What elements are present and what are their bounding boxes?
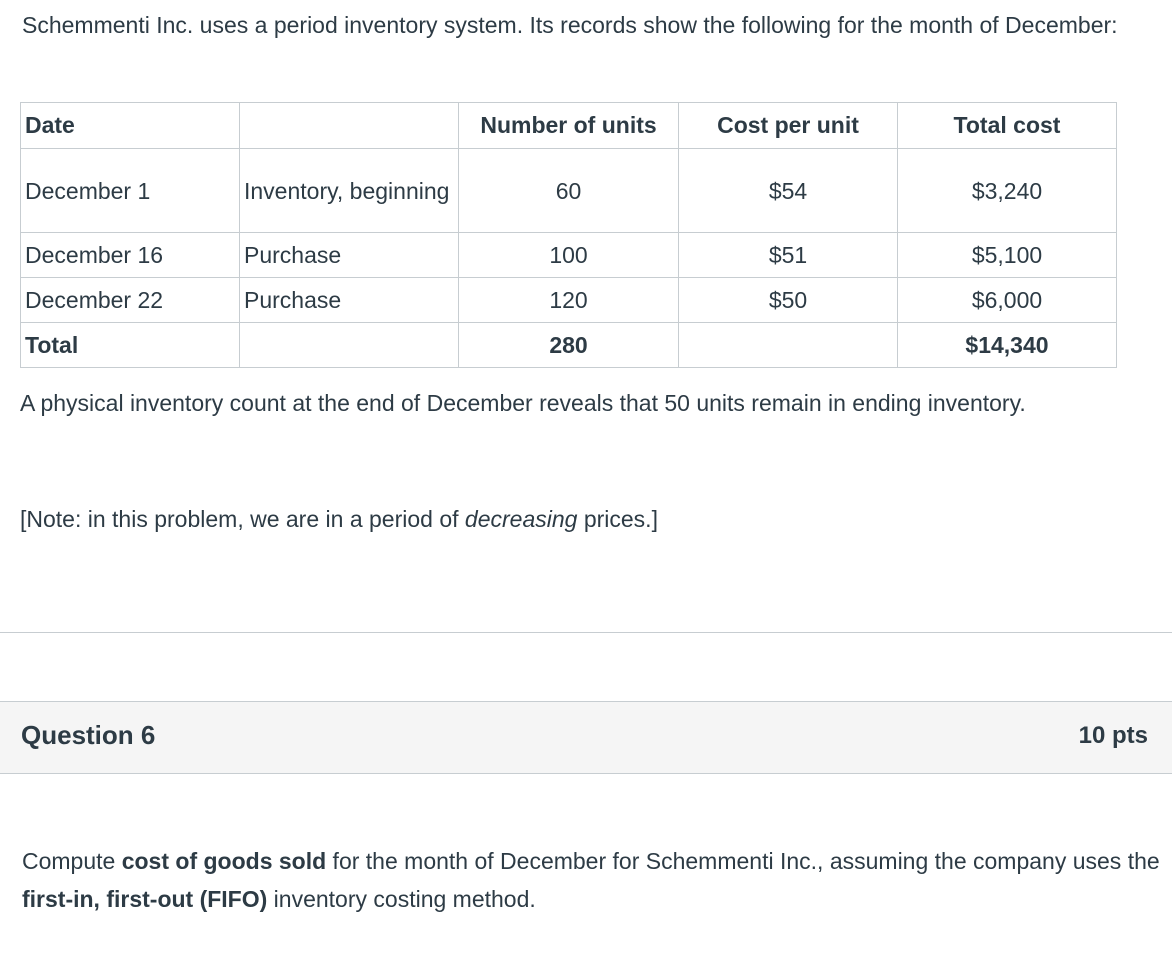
question-text [22, 842, 1162, 918]
section-divider [0, 632, 1172, 633]
table-total-row [21, 323, 1117, 368]
header-cost-per-unit: Cost per unit [679, 103, 898, 149]
cell-type: Inventory, beginning [240, 149, 459, 233]
question-title: Question 6 [21, 720, 156, 750]
header-type [240, 103, 459, 149]
note-text [20, 506, 658, 533]
table-row [21, 278, 1117, 323]
cell-date: December 22 [21, 278, 240, 323]
total-label: Total [21, 323, 240, 368]
cell-date: December 16 [21, 233, 240, 278]
question-text-part: inventory costing method. [267, 886, 536, 912]
cell-type: Purchase [240, 278, 459, 323]
header-total-cost: Total cost [898, 103, 1117, 149]
note-emphasis: decreasing [464, 506, 578, 532]
note-before: [Note: in this problem, we are in a period of [20, 506, 465, 532]
question-text-part: for the month of December for Schemmenti Inc., assuming the company uses the [326, 848, 1160, 874]
table-row [21, 233, 1117, 278]
table-row [21, 149, 1117, 233]
question-text-part: Compute [22, 848, 122, 874]
question-text-bold: first-in, first-out (FIFO) [22, 886, 268, 912]
cell-cost: $51 [679, 233, 898, 278]
inventory-table [20, 102, 1117, 368]
cell-type: Purchase [240, 233, 459, 278]
total-units: 280 [459, 323, 679, 368]
cell-units: 120 [459, 278, 679, 323]
cell-cost: $50 [679, 278, 898, 323]
cell-total: $3,240 [898, 149, 1117, 233]
cell-date: December 1 [21, 149, 240, 233]
total-cost: $14,340 [898, 323, 1117, 368]
header-date: Date [21, 103, 240, 149]
note-after: prices.] [577, 506, 658, 532]
cell-cost: $54 [679, 149, 898, 233]
question-header [0, 701, 1172, 774]
intro-text: Schemmenti Inc. uses a period inventory system. Its records show the following for the month of December: [22, 12, 1118, 38]
cell-units: 100 [459, 233, 679, 278]
ending-inventory-text: A physical inventory count at the end of December reveals that 50 units remain in ending inventory. [20, 390, 1026, 416]
question-text-bold: cost of goods sold [121, 848, 327, 874]
table-header-row [21, 103, 1117, 149]
cell-total: $5,100 [898, 233, 1117, 278]
total-empty-type [240, 323, 459, 368]
total-empty-cost [679, 323, 898, 368]
cell-total: $6,000 [898, 278, 1117, 323]
header-units: Number of units [459, 103, 679, 149]
question-points: 10 pts [1078, 722, 1148, 749]
cell-units: 60 [459, 149, 679, 233]
